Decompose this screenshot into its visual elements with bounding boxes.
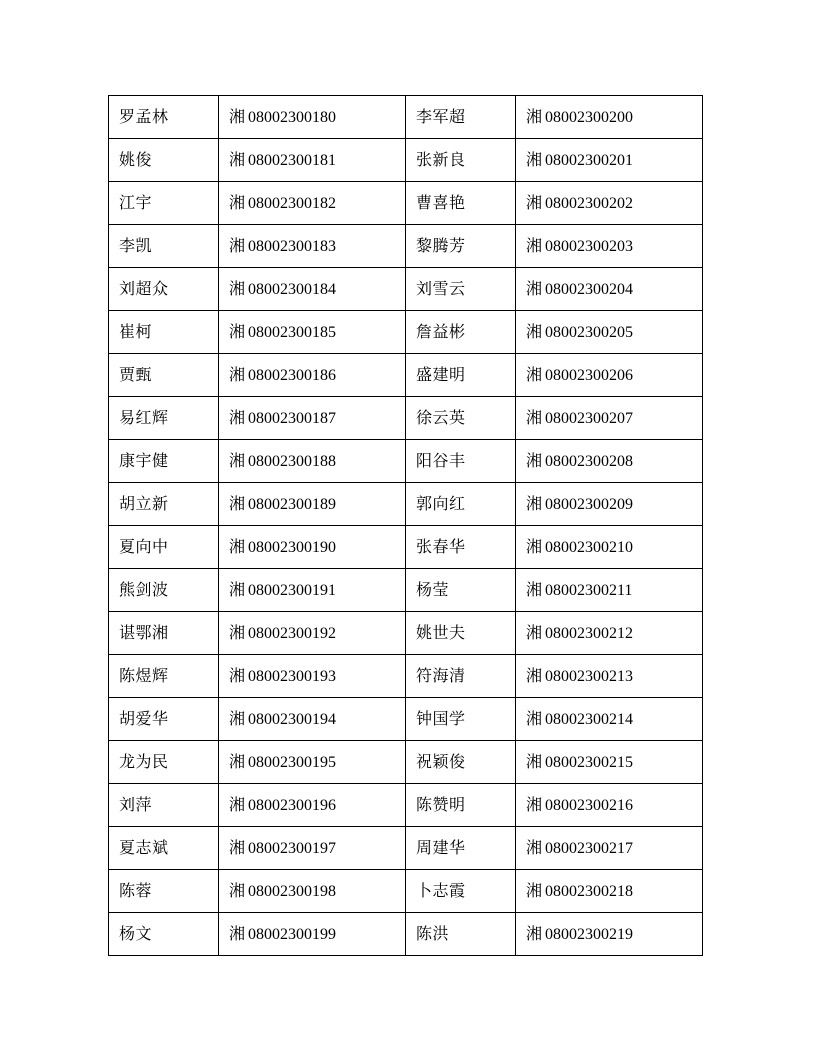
id-cell-left	[219, 440, 406, 483]
id-number-right: 08002300218	[545, 882, 634, 900]
id-prefix-left: 湘	[229, 923, 246, 943]
table-row	[109, 139, 703, 182]
id-cell-right	[516, 913, 703, 956]
id-cell-right	[516, 698, 703, 741]
table-row	[109, 698, 703, 741]
id-prefix-left: 湘	[229, 450, 246, 470]
id-prefix-right: 湘	[526, 622, 543, 642]
id-number-left: 08002300188	[248, 452, 337, 470]
id-cell-right	[516, 96, 703, 139]
id-number-left: 08002300183	[248, 237, 337, 255]
roster-table-container	[108, 95, 658, 956]
name-cell-left: 姚俊	[109, 139, 219, 182]
id-cell-left	[219, 354, 406, 397]
name-cell-right: 祝颖俊	[406, 741, 516, 784]
id-prefix-right: 湘	[526, 321, 543, 341]
id-cell-right	[516, 354, 703, 397]
id-number-left: 08002300187	[248, 409, 337, 427]
id-cell-left	[219, 655, 406, 698]
id-number-left: 08002300199	[248, 925, 337, 943]
roster-table	[108, 95, 703, 956]
id-cell-left	[219, 741, 406, 784]
id-prefix-left: 湘	[229, 407, 246, 427]
name-cell-left: 李凯	[109, 225, 219, 268]
table-row	[109, 354, 703, 397]
id-number-right: 08002300204	[545, 280, 634, 298]
name-cell-left: 胡立新	[109, 483, 219, 526]
id-cell-left	[219, 784, 406, 827]
id-cell-right	[516, 311, 703, 354]
name-cell-right: 姚世夫	[406, 612, 516, 655]
id-prefix-right: 湘	[526, 708, 543, 728]
id-prefix-left: 湘	[229, 665, 246, 685]
id-number-right: 08002300219	[545, 925, 634, 943]
id-prefix-right: 湘	[526, 493, 543, 513]
id-prefix-right: 湘	[526, 923, 543, 943]
id-cell-right	[516, 182, 703, 225]
id-number-left: 08002300191	[248, 581, 337, 599]
id-cell-left	[219, 96, 406, 139]
id-cell-right	[516, 139, 703, 182]
table-row	[109, 182, 703, 225]
name-cell-right: 陈赞明	[406, 784, 516, 827]
id-cell-left	[219, 698, 406, 741]
id-cell-left	[219, 268, 406, 311]
id-number-left: 08002300180	[248, 108, 337, 126]
id-number-right: 08002300217	[545, 839, 634, 857]
name-cell-left: 易红辉	[109, 397, 219, 440]
table-row	[109, 440, 703, 483]
id-number-right: 08002300213	[545, 667, 634, 685]
id-prefix-left: 湘	[229, 880, 246, 900]
table-row	[109, 483, 703, 526]
id-cell-right	[516, 268, 703, 311]
id-number-left: 08002300193	[248, 667, 337, 685]
id-cell-left	[219, 569, 406, 612]
id-cell-left	[219, 311, 406, 354]
id-number-right: 08002300212	[545, 624, 634, 642]
name-cell-left: 贾甄	[109, 354, 219, 397]
id-cell-right	[516, 569, 703, 612]
id-prefix-left: 湘	[229, 751, 246, 771]
name-cell-right: 杨莹	[406, 569, 516, 612]
id-number-right: 08002300208	[545, 452, 634, 470]
name-cell-left: 康宇健	[109, 440, 219, 483]
table-row	[109, 784, 703, 827]
name-cell-right: 阳谷丰	[406, 440, 516, 483]
name-cell-left: 陈煜辉	[109, 655, 219, 698]
id-prefix-left: 湘	[229, 493, 246, 513]
name-cell-right: 徐云英	[406, 397, 516, 440]
id-prefix-left: 湘	[229, 278, 246, 298]
id-number-left: 08002300189	[248, 495, 337, 513]
table-row	[109, 397, 703, 440]
table-row	[109, 655, 703, 698]
name-cell-left: 龙为民	[109, 741, 219, 784]
table-row	[109, 612, 703, 655]
id-prefix-right: 湘	[526, 106, 543, 126]
id-prefix-left: 湘	[229, 321, 246, 341]
name-cell-right: 郭向红	[406, 483, 516, 526]
name-cell-left: 刘超众	[109, 268, 219, 311]
id-number-right: 08002300201	[545, 151, 634, 169]
id-prefix-right: 湘	[526, 665, 543, 685]
id-cell-right	[516, 526, 703, 569]
id-cell-right	[516, 612, 703, 655]
id-number-right: 08002300205	[545, 323, 634, 341]
id-prefix-right: 湘	[526, 880, 543, 900]
id-cell-left	[219, 827, 406, 870]
id-number-left: 08002300196	[248, 796, 337, 814]
id-number-right: 08002300211	[545, 581, 633, 599]
name-cell-right: 陈洪	[406, 913, 516, 956]
id-prefix-right: 湘	[526, 794, 543, 814]
id-prefix-left: 湘	[229, 837, 246, 857]
name-cell-right: 张春华	[406, 526, 516, 569]
name-cell-right: 李军超	[406, 96, 516, 139]
name-cell-right: 黎腾芳	[406, 225, 516, 268]
id-prefix-left: 湘	[229, 579, 246, 599]
name-cell-left: 江宇	[109, 182, 219, 225]
id-number-right: 08002300207	[545, 409, 634, 427]
id-prefix-right: 湘	[526, 407, 543, 427]
id-number-right: 08002300216	[545, 796, 634, 814]
id-prefix-right: 湘	[526, 536, 543, 556]
name-cell-left: 罗孟林	[109, 96, 219, 139]
id-cell-left	[219, 526, 406, 569]
id-prefix-left: 湘	[229, 106, 246, 126]
id-number-right: 08002300215	[545, 753, 634, 771]
id-cell-right	[516, 784, 703, 827]
id-prefix-right: 湘	[526, 364, 543, 384]
id-prefix-right: 湘	[526, 235, 543, 255]
name-cell-left: 夏志斌	[109, 827, 219, 870]
name-cell-left: 谌鄂湘	[109, 612, 219, 655]
id-number-left: 08002300194	[248, 710, 337, 728]
id-cell-left	[219, 397, 406, 440]
id-number-left: 08002300195	[248, 753, 337, 771]
name-cell-right: 钟国学	[406, 698, 516, 741]
id-cell-right	[516, 440, 703, 483]
table-row	[109, 268, 703, 311]
name-cell-right: 刘雪云	[406, 268, 516, 311]
name-cell-right: 张新良	[406, 139, 516, 182]
id-cell-right	[516, 397, 703, 440]
id-cell-left	[219, 182, 406, 225]
id-number-left: 08002300190	[248, 538, 337, 556]
id-cell-right	[516, 870, 703, 913]
id-number-right: 08002300200	[545, 108, 634, 126]
id-cell-left	[219, 913, 406, 956]
id-cell-left	[219, 612, 406, 655]
id-cell-right	[516, 741, 703, 784]
name-cell-right: 詹益彬	[406, 311, 516, 354]
id-number-left: 08002300186	[248, 366, 337, 384]
id-number-left: 08002300181	[248, 151, 337, 169]
id-prefix-left: 湘	[229, 536, 246, 556]
id-cell-left	[219, 225, 406, 268]
id-number-right: 08002300202	[545, 194, 634, 212]
id-prefix-right: 湘	[526, 837, 543, 857]
id-number-right: 08002300214	[545, 710, 634, 728]
id-prefix-right: 湘	[526, 751, 543, 771]
table-row	[109, 96, 703, 139]
id-number-left: 08002300198	[248, 882, 337, 900]
name-cell-right: 符海清	[406, 655, 516, 698]
id-prefix-left: 湘	[229, 149, 246, 169]
table-row	[109, 526, 703, 569]
table-row	[109, 311, 703, 354]
id-number-right: 08002300203	[545, 237, 634, 255]
id-prefix-right: 湘	[526, 450, 543, 470]
id-cell-left	[219, 139, 406, 182]
id-number-right: 08002300206	[545, 366, 634, 384]
id-number-left: 08002300185	[248, 323, 337, 341]
id-number-left: 08002300184	[248, 280, 337, 298]
id-prefix-left: 湘	[229, 708, 246, 728]
id-number-left: 08002300197	[248, 839, 337, 857]
name-cell-left: 杨文	[109, 913, 219, 956]
table-row	[109, 741, 703, 784]
table-row	[109, 827, 703, 870]
id-prefix-right: 湘	[526, 149, 543, 169]
id-number-left: 08002300192	[248, 624, 337, 642]
id-prefix-right: 湘	[526, 192, 543, 212]
name-cell-left: 胡爱华	[109, 698, 219, 741]
id-cell-right	[516, 483, 703, 526]
id-prefix-left: 湘	[229, 235, 246, 255]
id-cell-right	[516, 225, 703, 268]
roster-table-body	[109, 96, 703, 956]
name-cell-left: 刘萍	[109, 784, 219, 827]
name-cell-left: 崔柯	[109, 311, 219, 354]
name-cell-right: 盛建明	[406, 354, 516, 397]
name-cell-left: 熊剑波	[109, 569, 219, 612]
table-row	[109, 225, 703, 268]
id-number-left: 08002300182	[248, 194, 337, 212]
id-cell-right	[516, 655, 703, 698]
name-cell-right: 曹喜艳	[406, 182, 516, 225]
id-prefix-left: 湘	[229, 794, 246, 814]
id-prefix-left: 湘	[229, 364, 246, 384]
id-cell-left	[219, 483, 406, 526]
name-cell-right: 卜志霞	[406, 870, 516, 913]
id-prefix-right: 湘	[526, 579, 543, 599]
id-prefix-left: 湘	[229, 192, 246, 212]
id-cell-right	[516, 827, 703, 870]
name-cell-left: 陈蓉	[109, 870, 219, 913]
id-number-right: 08002300210	[545, 538, 634, 556]
table-row	[109, 870, 703, 913]
name-cell-left: 夏向中	[109, 526, 219, 569]
table-row	[109, 913, 703, 956]
id-prefix-right: 湘	[526, 278, 543, 298]
id-prefix-left: 湘	[229, 622, 246, 642]
id-number-right: 08002300209	[545, 495, 634, 513]
table-row	[109, 569, 703, 612]
name-cell-right: 周建华	[406, 827, 516, 870]
id-cell-left	[219, 870, 406, 913]
